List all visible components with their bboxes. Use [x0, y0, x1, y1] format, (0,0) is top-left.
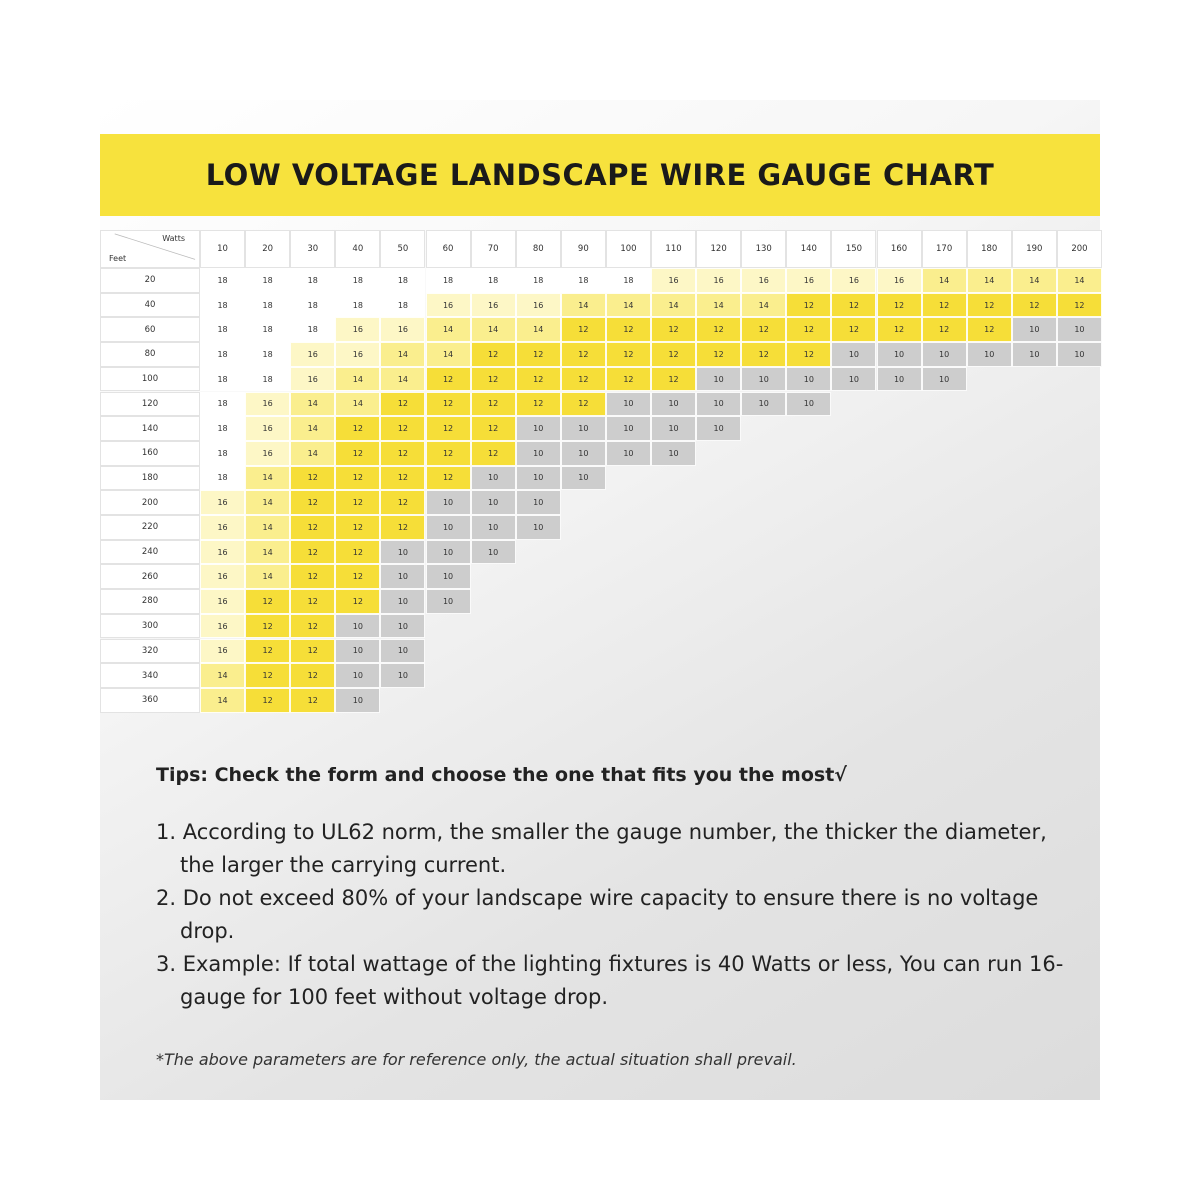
- feet-row-label: 20: [100, 268, 200, 293]
- gauge-cell: 10: [877, 367, 922, 392]
- gauge-cell: 16: [200, 540, 245, 565]
- tip-item-2: 2. Do not exceed 80% of your landscape wire capacity to ensure there is no voltage drop.: [156, 886, 1039, 943]
- feet-row-label: 200: [100, 490, 200, 515]
- gauge-cell: 12: [741, 317, 786, 342]
- gauge-cell: 12: [606, 367, 651, 392]
- watts-header: 70: [471, 230, 516, 268]
- gauge-cell: 16: [516, 293, 561, 318]
- gauge-cell: 10: [606, 441, 651, 466]
- gauge-cell: 12: [516, 342, 561, 367]
- watts-header: 110: [651, 230, 696, 268]
- watts-header: 140: [786, 230, 831, 268]
- gauge-cell: 10: [471, 466, 516, 491]
- gauge-cell: 16: [200, 564, 245, 589]
- gauge-cell: 12: [922, 317, 967, 342]
- gauge-cell: 14: [651, 293, 696, 318]
- feet-row-label: 260: [100, 564, 200, 589]
- gauge-cell: 12: [290, 688, 335, 713]
- gauge-cell: 10: [380, 540, 425, 565]
- gauge-cell: 14: [696, 293, 741, 318]
- gauge-cell: 16: [696, 268, 741, 293]
- gauge-cell: 12: [426, 416, 471, 441]
- gauge-cell: 16: [741, 268, 786, 293]
- gauge-cell: 10: [922, 367, 967, 392]
- gauge-cell: 12: [290, 515, 335, 540]
- gauge-cell: 10: [831, 342, 876, 367]
- tip-item-3: 3. Example: If total wattage of the lighting fixtures is 40 Watts or less, You can run 16-gauge for 100 feet without voltage drop.: [156, 952, 1064, 1009]
- watts-header: 200: [1057, 230, 1102, 268]
- feet-row-label: 160: [100, 441, 200, 466]
- gauge-cell: 16: [200, 515, 245, 540]
- watts-header: 150: [831, 230, 876, 268]
- gauge-cell: 18: [200, 392, 245, 417]
- gauge-cell: 16: [335, 342, 380, 367]
- gauge-cell: 18: [516, 268, 561, 293]
- gauge-cell: 10: [516, 490, 561, 515]
- gauge-cell: 12: [290, 564, 335, 589]
- gauge-cell: 14: [245, 540, 290, 565]
- gauge-cell: 12: [471, 342, 516, 367]
- gauge-cell: 12: [245, 589, 290, 614]
- gauge-cell: 12: [290, 466, 335, 491]
- watts-header: 20: [245, 230, 290, 268]
- gauge-cell: 18: [290, 293, 335, 318]
- gauge-cell: 12: [516, 392, 561, 417]
- gauge-cell: 10: [1057, 317, 1102, 342]
- gauge-cell: 12: [290, 639, 335, 664]
- gauge-cell: 10: [561, 466, 606, 491]
- gauge-cell: 14: [245, 564, 290, 589]
- gauge-cell: 10: [335, 639, 380, 664]
- gauge-cell: 16: [200, 639, 245, 664]
- gauge-cell: 16: [786, 268, 831, 293]
- gauge-cell: 16: [200, 490, 245, 515]
- gauge-cell: 18: [561, 268, 606, 293]
- gauge-cell: 18: [606, 268, 651, 293]
- gauge-cell: 12: [290, 589, 335, 614]
- gauge-cell: 10: [426, 515, 471, 540]
- gauge-cell: 12: [651, 342, 696, 367]
- gauge-cell: 12: [380, 515, 425, 540]
- gauge-cell: 12: [606, 317, 651, 342]
- watts-header: 30: [290, 230, 335, 268]
- gauge-cell: 16: [245, 392, 290, 417]
- gauge-cell: 12: [561, 367, 606, 392]
- tips-list: [156, 816, 1076, 1014]
- gauge-cell: 10: [426, 490, 471, 515]
- gauge-cell: 18: [471, 268, 516, 293]
- gauge-cell: 14: [200, 663, 245, 688]
- feet-axis-label: Feet: [109, 254, 127, 263]
- gauge-cell: 12: [516, 367, 561, 392]
- gauge-cell: 12: [786, 293, 831, 318]
- gauge-cell: 12: [426, 441, 471, 466]
- gauge-cell: 10: [471, 540, 516, 565]
- gauge-cell: 10: [516, 466, 561, 491]
- gauge-cell: 12: [380, 490, 425, 515]
- gauge-cell: 10: [696, 416, 741, 441]
- gauge-cell: 10: [1057, 342, 1102, 367]
- gauge-cell: 10: [606, 392, 651, 417]
- gauge-cell: 10: [786, 392, 831, 417]
- gauge-cell: 16: [877, 268, 922, 293]
- gauge-cell: 12: [335, 490, 380, 515]
- gauge-cell: 12: [967, 293, 1012, 318]
- watts-header: 60: [426, 230, 471, 268]
- table-corner: [100, 230, 200, 268]
- gauge-cell: 12: [335, 564, 380, 589]
- gauge-cell: 16: [200, 614, 245, 639]
- gauge-cell: 14: [380, 342, 425, 367]
- gauge-cell: 14: [967, 268, 1012, 293]
- gauge-cell: 12: [877, 317, 922, 342]
- feet-row-label: 220: [100, 515, 200, 540]
- disclaimer-note: *The above parameters are for reference only, the actual situation shall prevail.: [156, 1050, 797, 1069]
- gauge-cell: 16: [245, 441, 290, 466]
- gauge-cell: 12: [471, 416, 516, 441]
- gauge-cell: 12: [290, 663, 335, 688]
- feet-row-label: 300: [100, 614, 200, 639]
- gauge-cell: 10: [651, 392, 696, 417]
- gauge-cell: 10: [696, 392, 741, 417]
- watts-header: 180: [967, 230, 1012, 268]
- gauge-cell: 14: [1057, 268, 1102, 293]
- gauge-cell: 10: [380, 564, 425, 589]
- gauge-cell: 14: [245, 515, 290, 540]
- gauge-cell: 10: [561, 441, 606, 466]
- gauge-cell: 10: [967, 342, 1012, 367]
- gauge-cell: 10: [380, 663, 425, 688]
- gauge-cell: 10: [335, 614, 380, 639]
- tips-section: [156, 764, 1076, 1014]
- gauge-cell: 12: [426, 466, 471, 491]
- gauge-cell: 12: [561, 392, 606, 417]
- gauge-cell: 12: [1057, 293, 1102, 318]
- gauge-cell: 12: [290, 490, 335, 515]
- gauge-cell: 10: [471, 515, 516, 540]
- feet-row-label: 240: [100, 540, 200, 565]
- gauge-cell: 14: [245, 490, 290, 515]
- gauge-cell: 12: [561, 342, 606, 367]
- feet-row-label: 120: [100, 392, 200, 417]
- gauge-cell: 10: [651, 441, 696, 466]
- gauge-cell: 10: [877, 342, 922, 367]
- gauge-cell: 10: [741, 392, 786, 417]
- chart-card: [100, 100, 1100, 1100]
- gauge-cell: 12: [335, 416, 380, 441]
- gauge-cell: 12: [290, 614, 335, 639]
- gauge-cell: 18: [200, 441, 245, 466]
- gauge-cell: 12: [606, 342, 651, 367]
- gauge-cell: 12: [245, 688, 290, 713]
- gauge-cell: 10: [516, 441, 561, 466]
- gauge-cell: 16: [245, 416, 290, 441]
- tip-item-1: 1. According to UL62 norm, the smaller the gauge number, the thicker the diameter, the larger the carrying current.: [156, 820, 1047, 877]
- gauge-cell: 14: [290, 441, 335, 466]
- gauge-cell: 14: [561, 293, 606, 318]
- gauge-cell: 12: [561, 317, 606, 342]
- feet-row-label: 320: [100, 639, 200, 664]
- feet-row-label: 40: [100, 293, 200, 318]
- gauge-cell: 12: [335, 589, 380, 614]
- watts-header: 50: [380, 230, 425, 268]
- gauge-cell: 14: [290, 392, 335, 417]
- gauge-cell: 10: [606, 416, 651, 441]
- gauge-cell: 10: [380, 639, 425, 664]
- gauge-cell: 10: [516, 416, 561, 441]
- gauge-cell: 10: [741, 367, 786, 392]
- watts-header: 130: [741, 230, 786, 268]
- gauge-cell: 10: [1012, 317, 1057, 342]
- gauge-cell: 16: [380, 317, 425, 342]
- gauge-cell: 14: [426, 317, 471, 342]
- gauge-cell: 10: [380, 589, 425, 614]
- gauge-cell: 12: [967, 317, 1012, 342]
- gauge-cell: 12: [290, 540, 335, 565]
- gauge-cell: 12: [471, 392, 516, 417]
- gauge-cell: 10: [516, 515, 561, 540]
- gauge-cell: 12: [245, 614, 290, 639]
- gauge-cell: 12: [831, 293, 876, 318]
- gauge-cell: 12: [245, 639, 290, 664]
- gauge-cell: 16: [471, 293, 516, 318]
- gauge-cell: 12: [651, 317, 696, 342]
- gauge-cell: 10: [786, 367, 831, 392]
- feet-row-label: 360: [100, 688, 200, 713]
- gauge-cell: 14: [335, 392, 380, 417]
- feet-row-label: 180: [100, 466, 200, 491]
- gauge-cell: 18: [245, 293, 290, 318]
- gauge-cell: 16: [290, 367, 335, 392]
- gauge-cell: 18: [200, 268, 245, 293]
- gauge-cell: 10: [1012, 342, 1057, 367]
- gauge-cell: 16: [335, 317, 380, 342]
- feet-row-label: 100: [100, 367, 200, 392]
- gauge-cell: 18: [335, 293, 380, 318]
- gauge-cell: 14: [741, 293, 786, 318]
- gauge-cell: 12: [831, 317, 876, 342]
- feet-row-label: 340: [100, 663, 200, 688]
- gauge-cell: 10: [380, 614, 425, 639]
- gauge-cell: 14: [290, 416, 335, 441]
- gauge-cell: 16: [651, 268, 696, 293]
- watts-header: 160: [877, 230, 922, 268]
- gauge-cell: 18: [200, 317, 245, 342]
- watts-header: 40: [335, 230, 380, 268]
- gauge-cell: 18: [380, 268, 425, 293]
- gauge-cell: 18: [426, 268, 471, 293]
- gauge-cell: 12: [335, 466, 380, 491]
- gauge-cell: 12: [245, 663, 290, 688]
- gauge-cell: 12: [696, 342, 741, 367]
- gauge-cell: 14: [471, 317, 516, 342]
- gauge-cell: 14: [1012, 268, 1057, 293]
- gauge-cell: 10: [335, 688, 380, 713]
- gauge-cell: 10: [696, 367, 741, 392]
- watts-header: 100: [606, 230, 651, 268]
- gauge-cell: 10: [426, 564, 471, 589]
- gauge-cell: 14: [922, 268, 967, 293]
- gauge-cell: 18: [245, 317, 290, 342]
- gauge-cell: 18: [245, 367, 290, 392]
- feet-row-label: 280: [100, 589, 200, 614]
- gauge-cell: 18: [380, 293, 425, 318]
- watts-header: 120: [696, 230, 741, 268]
- chart-title: LOW VOLTAGE LANDSCAPE WIRE GAUGE CHART: [205, 158, 995, 192]
- gauge-cell: 10: [922, 342, 967, 367]
- watts-header: 190: [1012, 230, 1057, 268]
- gauge-cell: 18: [200, 416, 245, 441]
- gauge-cell: 12: [877, 293, 922, 318]
- gauge-cell: 16: [831, 268, 876, 293]
- gauge-cell: 10: [561, 416, 606, 441]
- gauge-cell: 10: [471, 490, 516, 515]
- gauge-cell: 12: [380, 392, 425, 417]
- gauge-cell: 14: [426, 342, 471, 367]
- gauge-cell: 18: [245, 342, 290, 367]
- gauge-cell: 18: [245, 268, 290, 293]
- gauge-cell: 12: [741, 342, 786, 367]
- gauge-cell: 12: [1012, 293, 1057, 318]
- feet-row-label: 60: [100, 317, 200, 342]
- gauge-cell: 18: [290, 317, 335, 342]
- watts-header: 90: [561, 230, 606, 268]
- gauge-cell: 14: [245, 466, 290, 491]
- gauge-cell: 16: [426, 293, 471, 318]
- title-banner: [100, 134, 1100, 216]
- gauge-cell: 12: [335, 441, 380, 466]
- watts-header: 80: [516, 230, 561, 268]
- gauge-cell: 14: [606, 293, 651, 318]
- gauge-cell: 12: [426, 392, 471, 417]
- gauge-cell: 12: [380, 466, 425, 491]
- gauge-cell: 16: [290, 342, 335, 367]
- gauge-cell: 10: [831, 367, 876, 392]
- gauge-cell: 12: [380, 416, 425, 441]
- gauge-cell: 12: [471, 441, 516, 466]
- gauge-cell: 12: [786, 342, 831, 367]
- feet-row-label: 140: [100, 416, 200, 441]
- feet-row-label: 80: [100, 342, 200, 367]
- gauge-cell: 10: [651, 416, 696, 441]
- gauge-cell: 12: [696, 317, 741, 342]
- gauge-cell: 18: [200, 466, 245, 491]
- tips-heading: Tips: Check the form and choose the one that fits you the most√: [156, 764, 847, 786]
- watts-header: 10: [200, 230, 245, 268]
- gauge-cell: 12: [380, 441, 425, 466]
- gauge-cell: 16: [200, 589, 245, 614]
- watts-header: 170: [922, 230, 967, 268]
- watts-axis-label: Watts: [162, 234, 185, 243]
- gauge-cell: 14: [516, 317, 561, 342]
- gauge-cell: 12: [335, 515, 380, 540]
- gauge-cell: 18: [200, 293, 245, 318]
- gauge-cell: 10: [335, 663, 380, 688]
- gauge-cell: 12: [471, 367, 516, 392]
- gauge-cell: 14: [335, 367, 380, 392]
- gauge-cell: 12: [786, 317, 831, 342]
- gauge-cell: 12: [922, 293, 967, 318]
- gauge-cell: 12: [335, 540, 380, 565]
- gauge-cell: 18: [290, 268, 335, 293]
- gauge-cell: 18: [200, 367, 245, 392]
- gauge-cell: 18: [200, 342, 245, 367]
- gauge-cell: 10: [426, 589, 471, 614]
- gauge-cell: 10: [426, 540, 471, 565]
- gauge-cell: 12: [651, 367, 696, 392]
- gauge-cell: 14: [200, 688, 245, 713]
- gauge-cell: 12: [426, 367, 471, 392]
- gauge-cell: 14: [380, 367, 425, 392]
- gauge-cell: 18: [335, 268, 380, 293]
